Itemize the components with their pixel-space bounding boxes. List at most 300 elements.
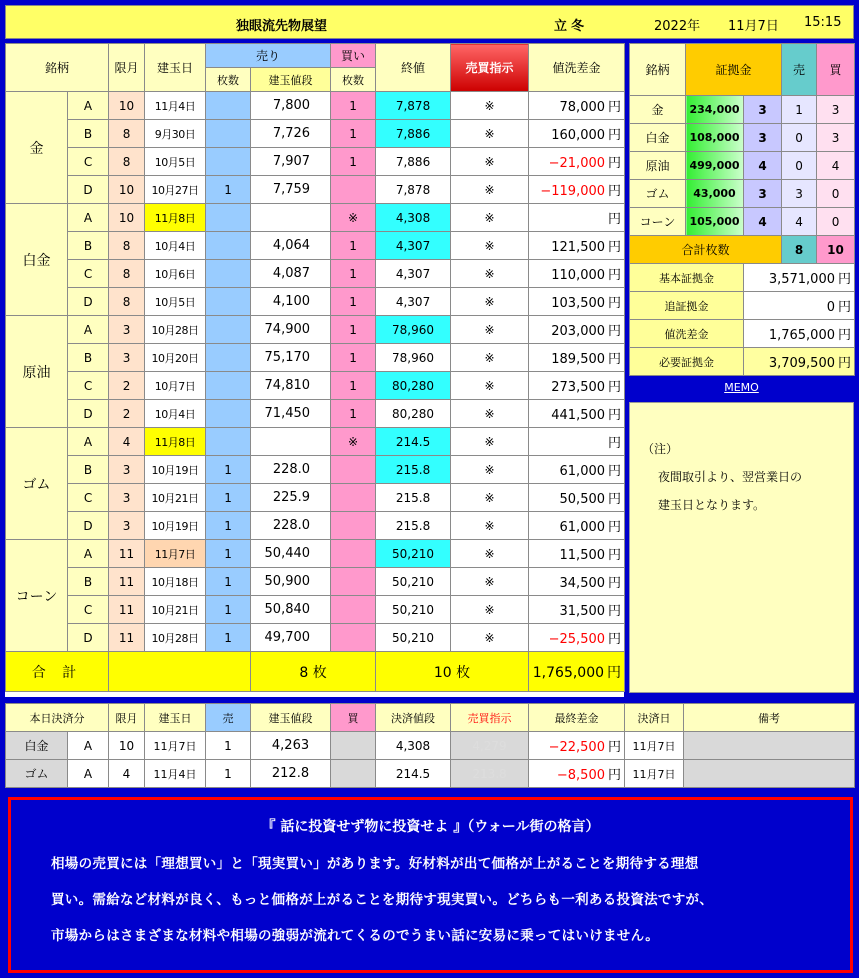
position-price: 228.0 [251, 512, 331, 540]
margin-commodity: コーン [630, 208, 686, 236]
summary-label: 追証拠金 [630, 292, 744, 320]
summary-value [744, 292, 855, 320]
price-diff-value: −25,500 [548, 632, 606, 647]
position-price: 7,800 [251, 92, 331, 120]
page-title: 独眼流先物展望 [236, 19, 328, 34]
margin-row [630, 208, 855, 236]
trade-instruction: ※ [451, 260, 529, 288]
yen-unit: 円 [607, 740, 621, 755]
settle-contract-label: A [68, 732, 109, 760]
position-row [6, 484, 625, 512]
position-date: 10月28日 [145, 624, 206, 652]
position-price: 225.9 [251, 484, 331, 512]
price-diff-value: 103,500 [551, 296, 606, 311]
settle-settle-price-header: 決済値段 [376, 704, 451, 732]
summary-value [744, 348, 855, 376]
date-header: 建玉日 [145, 44, 206, 92]
margin-buy-count: 4 [817, 152, 855, 180]
trade-instruction: ※ [451, 596, 529, 624]
positions-table [5, 43, 625, 692]
contract-label: A [68, 540, 109, 568]
margin-amount: 43,000 [686, 180, 744, 208]
buy-quantity: 1 [331, 344, 376, 372]
settle-sell-header: 売 [206, 704, 251, 732]
position-row [6, 400, 625, 428]
trade-instruction: ※ [451, 400, 529, 428]
settle-final-diff-value: −8,500 [556, 768, 605, 783]
contract-month: 3 [109, 456, 145, 484]
yen-unit: 円 [608, 324, 622, 339]
memo-line-2: 建玉日となります。 [658, 498, 766, 512]
message-line-3: 市場からはさまざまな材料や相場の強弱が流れてくるのでうまい話に安易に乗ってはいけません。 [51, 928, 660, 944]
settle-contract-label: A [68, 760, 109, 788]
close-price: 7,878 [376, 92, 451, 120]
close-price: 215.8 [376, 456, 451, 484]
settle-label-header: 本日決済分 [6, 704, 109, 732]
totals-label: 合 計 [6, 652, 109, 692]
price-diff-value: 11,500 [559, 548, 606, 563]
trade-instruction: ※ [451, 176, 529, 204]
settle-instruction: 213.8 [451, 760, 529, 788]
price-diff [529, 204, 625, 232]
sell-quantity: 1 [206, 568, 251, 596]
price-diff [529, 316, 625, 344]
contract-label: A [68, 316, 109, 344]
summary-value-text: 3,709,500 [768, 356, 835, 371]
close-price: 50,210 [376, 596, 451, 624]
summary-label: 必要証拠金 [630, 348, 744, 376]
trade-instruction: ※ [451, 120, 529, 148]
price-diff-value: 31,500 [559, 604, 606, 619]
price-diff [529, 372, 625, 400]
trade-instruction: ※ [451, 232, 529, 260]
contract-month: 3 [109, 512, 145, 540]
buy-quantity: 1 [331, 288, 376, 316]
contract-month: 10 [109, 92, 145, 120]
buy-quantity: 1 [331, 92, 376, 120]
sell-price-header: 建玉値段 [251, 68, 331, 92]
settle-position-date: 11月4日 [145, 760, 206, 788]
close-price: 78,960 [376, 344, 451, 372]
price-diff-value: 160,000 [551, 128, 606, 143]
position-row [6, 288, 625, 316]
settle-sell-qty: 1 [206, 760, 251, 788]
summary-value-text: 3,571,000 [768, 272, 835, 287]
price-diff-value: 110,000 [551, 268, 606, 283]
position-date: 11月4日 [145, 92, 206, 120]
position-price: 228.0 [251, 456, 331, 484]
position-row [6, 92, 625, 120]
contract-label: B [68, 568, 109, 596]
position-price [251, 428, 331, 456]
position-date: 9月30日 [145, 120, 206, 148]
contract-month: 11 [109, 568, 145, 596]
yen-unit: 円 [608, 520, 622, 535]
buy-quantity [331, 176, 376, 204]
position-price: 4,064 [251, 232, 331, 260]
margin-buy-count: 0 [817, 180, 855, 208]
settle-brand: ゴム [6, 760, 68, 788]
position-price: 49,700 [251, 624, 331, 652]
price-diff-value: 61,000 [559, 464, 606, 479]
contract-label: B [68, 456, 109, 484]
settlement-row [6, 732, 855, 760]
contract-label: D [68, 288, 109, 316]
trade-instruction: ※ [451, 372, 529, 400]
yen-unit: 円 [838, 328, 852, 343]
contract-month: 11 [109, 540, 145, 568]
settle-price: 4,263 [251, 732, 331, 760]
position-row [6, 316, 625, 344]
price-diff [529, 456, 625, 484]
settle-sell-qty: 1 [206, 732, 251, 760]
contract-label: A [68, 204, 109, 232]
summary-value [744, 264, 855, 292]
close-price: 4,307 [376, 232, 451, 260]
date-label: 11月7日 [728, 19, 779, 34]
price-diff-value: 121,500 [551, 240, 606, 255]
sell-quantity [206, 316, 251, 344]
price-diff-value: −21,000 [548, 156, 606, 171]
sell-quantity: 1 [206, 512, 251, 540]
contract-label: D [68, 176, 109, 204]
sell-header: 売り [206, 44, 331, 68]
trade-instruction: ※ [451, 148, 529, 176]
settlement-table [5, 703, 855, 788]
position-row [6, 372, 625, 400]
position-row [6, 428, 625, 456]
position-price: 74,900 [251, 316, 331, 344]
close-price: 50,210 [376, 568, 451, 596]
position-row [6, 568, 625, 596]
settle-price-header: 建玉値段 [251, 704, 331, 732]
position-row [6, 260, 625, 288]
position-date: 10月27日 [145, 176, 206, 204]
month-header: 限月 [109, 44, 145, 92]
contract-month: 3 [109, 344, 145, 372]
close-price: 7,886 [376, 120, 451, 148]
trade-instruction: ※ [451, 92, 529, 120]
price-diff-value: 441,500 [551, 408, 606, 423]
message-box [8, 797, 853, 973]
margin-amount: 108,000 [686, 124, 744, 152]
settle-month-header: 限月 [109, 704, 145, 732]
settle-date-header: 建玉日 [145, 704, 206, 732]
margin-sell-count: 0 [782, 152, 817, 180]
margin-sell-header: 売 [782, 44, 817, 96]
summary-label: 基本証拠金 [630, 264, 744, 292]
buy-quantity: 1 [331, 148, 376, 176]
price-diff [529, 400, 625, 428]
position-date: 10月21日 [145, 596, 206, 624]
price-diff [529, 176, 625, 204]
contract-month: 8 [109, 148, 145, 176]
buy-quantity: 1 [331, 400, 376, 428]
contract-label: B [68, 120, 109, 148]
settlement-row [6, 760, 855, 788]
settle-note-header: 備考 [684, 704, 855, 732]
trade-instruction: ※ [451, 540, 529, 568]
margin-summary-row [630, 320, 855, 348]
settle-final-diff [529, 760, 625, 788]
position-date: 10月4日 [145, 400, 206, 428]
position-date: 10月20日 [145, 344, 206, 372]
message-line-2: 買い。需給など材料が良く、もっと価格が上がることを期待す現実買い。どちらも一利ある投資法ですが、 [51, 892, 714, 908]
price-diff-value: 273,500 [551, 380, 606, 395]
margin-commodity: ゴム [630, 180, 686, 208]
position-price: 7,907 [251, 148, 331, 176]
yen-unit: 円 [608, 632, 622, 647]
margin-header: 証拠金 [686, 44, 782, 96]
margin-sell-count: 4 [782, 208, 817, 236]
price-diff [529, 120, 625, 148]
buy-quantity: 1 [331, 372, 376, 400]
contract-month: 10 [109, 204, 145, 232]
memo-link[interactable]: MEMO [724, 381, 759, 394]
position-date: 10月6日 [145, 260, 206, 288]
price-diff-value: 203,000 [551, 324, 606, 339]
position-price: 50,840 [251, 596, 331, 624]
buy-quantity [331, 624, 376, 652]
settle-settle-price: 214.5 [376, 760, 451, 788]
settle-buy-header: 買 [331, 704, 376, 732]
position-date: 11月8日 [145, 204, 206, 232]
margin-buy-header: 買 [817, 44, 855, 96]
price-diff [529, 260, 625, 288]
margin-amount: 499,000 [686, 152, 744, 180]
margin-sell-count: 0 [782, 124, 817, 152]
settle-date: 11月7日 [625, 760, 684, 788]
settle-final-diff-value: −22,500 [548, 740, 605, 755]
close-price: 78,960 [376, 316, 451, 344]
memo-note: （注） [642, 442, 679, 456]
buy-header: 買い [331, 44, 376, 68]
position-row [6, 148, 625, 176]
yen-unit: 円 [608, 268, 622, 283]
settle-instruction: 4,279 [451, 732, 529, 760]
position-price: 50,900 [251, 568, 331, 596]
contract-month: 3 [109, 316, 145, 344]
position-date: 11月8日 [145, 428, 206, 456]
position-date: 10月5日 [145, 148, 206, 176]
contract-label: C [68, 148, 109, 176]
price-diff [529, 596, 625, 624]
position-date: 11月7日 [145, 540, 206, 568]
settlement-panel [5, 703, 854, 788]
yen-unit: 円 [608, 212, 622, 227]
position-row [6, 344, 625, 372]
totals-buy: 10 枚 [376, 652, 529, 692]
position-date: 10月21日 [145, 484, 206, 512]
settle-final-diff-header: 最終差金 [529, 704, 625, 732]
yen-unit: 円 [607, 664, 622, 681]
contract-month: 8 [109, 120, 145, 148]
commodity-name: 金 [6, 92, 68, 204]
sell-quantity [206, 428, 251, 456]
totals-sell: 8 枚 [251, 652, 376, 692]
price-diff-value: 78,000 [559, 100, 606, 115]
trade-instruction: ※ [451, 624, 529, 652]
trade-instruction: ※ [451, 288, 529, 316]
position-date: 10月5日 [145, 288, 206, 316]
contract-label: B [68, 344, 109, 372]
margin-multiplier: 4 [744, 208, 782, 236]
position-row [6, 540, 625, 568]
close-header: 終値 [376, 44, 451, 92]
margin-amount: 234,000 [686, 96, 744, 124]
yen-unit: 円 [608, 492, 622, 507]
sell-quantity [206, 372, 251, 400]
price-diff-value: 189,500 [551, 352, 606, 367]
margin-buy-count: 3 [817, 96, 855, 124]
price-diff [529, 232, 625, 260]
price-diff-value: −119,000 [540, 184, 606, 199]
margin-total-label: 合計枚数 [630, 236, 782, 264]
margin-multiplier: 3 [744, 124, 782, 152]
sell-count-header: 枚数 [206, 68, 251, 92]
price-diff-value: 61,000 [559, 520, 606, 535]
contract-month: 3 [109, 484, 145, 512]
position-row [6, 512, 625, 540]
price-diff-value: 34,500 [559, 576, 606, 591]
price-diff [529, 568, 625, 596]
margin-amount: 105,000 [686, 208, 744, 236]
commodity-name: ゴム [6, 428, 68, 540]
price-diff [529, 484, 625, 512]
margin-summary-row [630, 348, 855, 376]
price-diff [529, 344, 625, 372]
margin-multiplier: 4 [744, 152, 782, 180]
position-price: 7,726 [251, 120, 331, 148]
position-date: 10月7日 [145, 372, 206, 400]
sell-quantity: 1 [206, 176, 251, 204]
position-price: 7,759 [251, 176, 331, 204]
trade-instruction: ※ [451, 568, 529, 596]
contract-month: 11 [109, 624, 145, 652]
yen-unit: 円 [608, 576, 622, 591]
sell-quantity: 1 [206, 484, 251, 512]
close-price: 50,210 [376, 624, 451, 652]
sell-quantity [206, 288, 251, 316]
margin-multiplier: 3 [744, 96, 782, 124]
position-date: 10月19日 [145, 456, 206, 484]
memo-box [629, 402, 854, 693]
settle-buy-qty [331, 732, 376, 760]
sell-quantity [206, 400, 251, 428]
sell-quantity [206, 92, 251, 120]
price-diff [529, 288, 625, 316]
settle-final-diff [529, 732, 625, 760]
instruction-header: 売買指示 [451, 44, 529, 92]
buy-quantity [331, 512, 376, 540]
settle-month: 10 [109, 732, 145, 760]
title-bar [5, 5, 854, 39]
close-price: 7,878 [376, 176, 451, 204]
sell-quantity [206, 148, 251, 176]
contract-label: A [68, 92, 109, 120]
price-diff [529, 512, 625, 540]
commodity-name: 白金 [6, 204, 68, 316]
season-label: 立冬 [554, 19, 589, 34]
diff-header: 値洗差金 [529, 44, 625, 92]
close-price: 4,308 [376, 204, 451, 232]
margin-multiplier: 3 [744, 180, 782, 208]
position-price: 4,087 [251, 260, 331, 288]
yen-unit: 円 [608, 184, 622, 199]
margin-commodity: 白金 [630, 124, 686, 152]
close-price: 4,307 [376, 260, 451, 288]
contract-month: 8 [109, 288, 145, 316]
contract-label: B [68, 232, 109, 260]
position-price: 4,100 [251, 288, 331, 316]
sell-quantity: 1 [206, 596, 251, 624]
buy-count-header: 枚数 [331, 68, 376, 92]
yen-unit: 円 [608, 240, 622, 255]
sell-quantity: 1 [206, 456, 251, 484]
price-diff [529, 428, 625, 456]
contract-label: C [68, 484, 109, 512]
trade-instruction: ※ [451, 456, 529, 484]
totals-diff-value: 1,765,000 [532, 664, 605, 681]
buy-quantity: 1 [331, 316, 376, 344]
price-diff [529, 148, 625, 176]
margin-summary-row [630, 264, 855, 292]
time-label: 15:15 [804, 15, 842, 30]
contract-month: 4 [109, 428, 145, 456]
position-row [6, 596, 625, 624]
position-price: 75,170 [251, 344, 331, 372]
trade-instruction: ※ [451, 484, 529, 512]
margin-row [630, 180, 855, 208]
contract-label: C [68, 372, 109, 400]
totals-spacer [109, 652, 251, 692]
trade-instruction: ※ [451, 344, 529, 372]
buy-quantity [331, 596, 376, 624]
contract-label: C [68, 260, 109, 288]
totals-diff [529, 652, 625, 692]
trade-instruction: ※ [451, 316, 529, 344]
buy-quantity: 1 [331, 260, 376, 288]
position-row [6, 204, 625, 232]
position-price: 50,440 [251, 540, 331, 568]
summary-value [744, 320, 855, 348]
totals-row [6, 652, 625, 692]
settle-brand: 白金 [6, 732, 68, 760]
position-row [6, 624, 625, 652]
settle-position-date: 11月7日 [145, 732, 206, 760]
trade-instruction: ※ [451, 512, 529, 540]
contract-label: D [68, 624, 109, 652]
settle-date: 11月7日 [625, 732, 684, 760]
settle-settle-price: 4,308 [376, 732, 451, 760]
margin-total-sell: 8 [782, 236, 817, 264]
position-date: 10月4日 [145, 232, 206, 260]
buy-quantity [331, 484, 376, 512]
settle-note [684, 760, 855, 788]
buy-quantity: 1 [331, 120, 376, 148]
close-price: 80,280 [376, 400, 451, 428]
buy-quantity: ※ [331, 428, 376, 456]
position-row [6, 176, 625, 204]
contract-month: 8 [109, 232, 145, 260]
yen-unit: 円 [838, 300, 852, 315]
buy-quantity [331, 568, 376, 596]
buy-quantity [331, 540, 376, 568]
close-price: 214.5 [376, 428, 451, 456]
sell-quantity [206, 204, 251, 232]
position-row [6, 120, 625, 148]
close-price: 215.8 [376, 484, 451, 512]
